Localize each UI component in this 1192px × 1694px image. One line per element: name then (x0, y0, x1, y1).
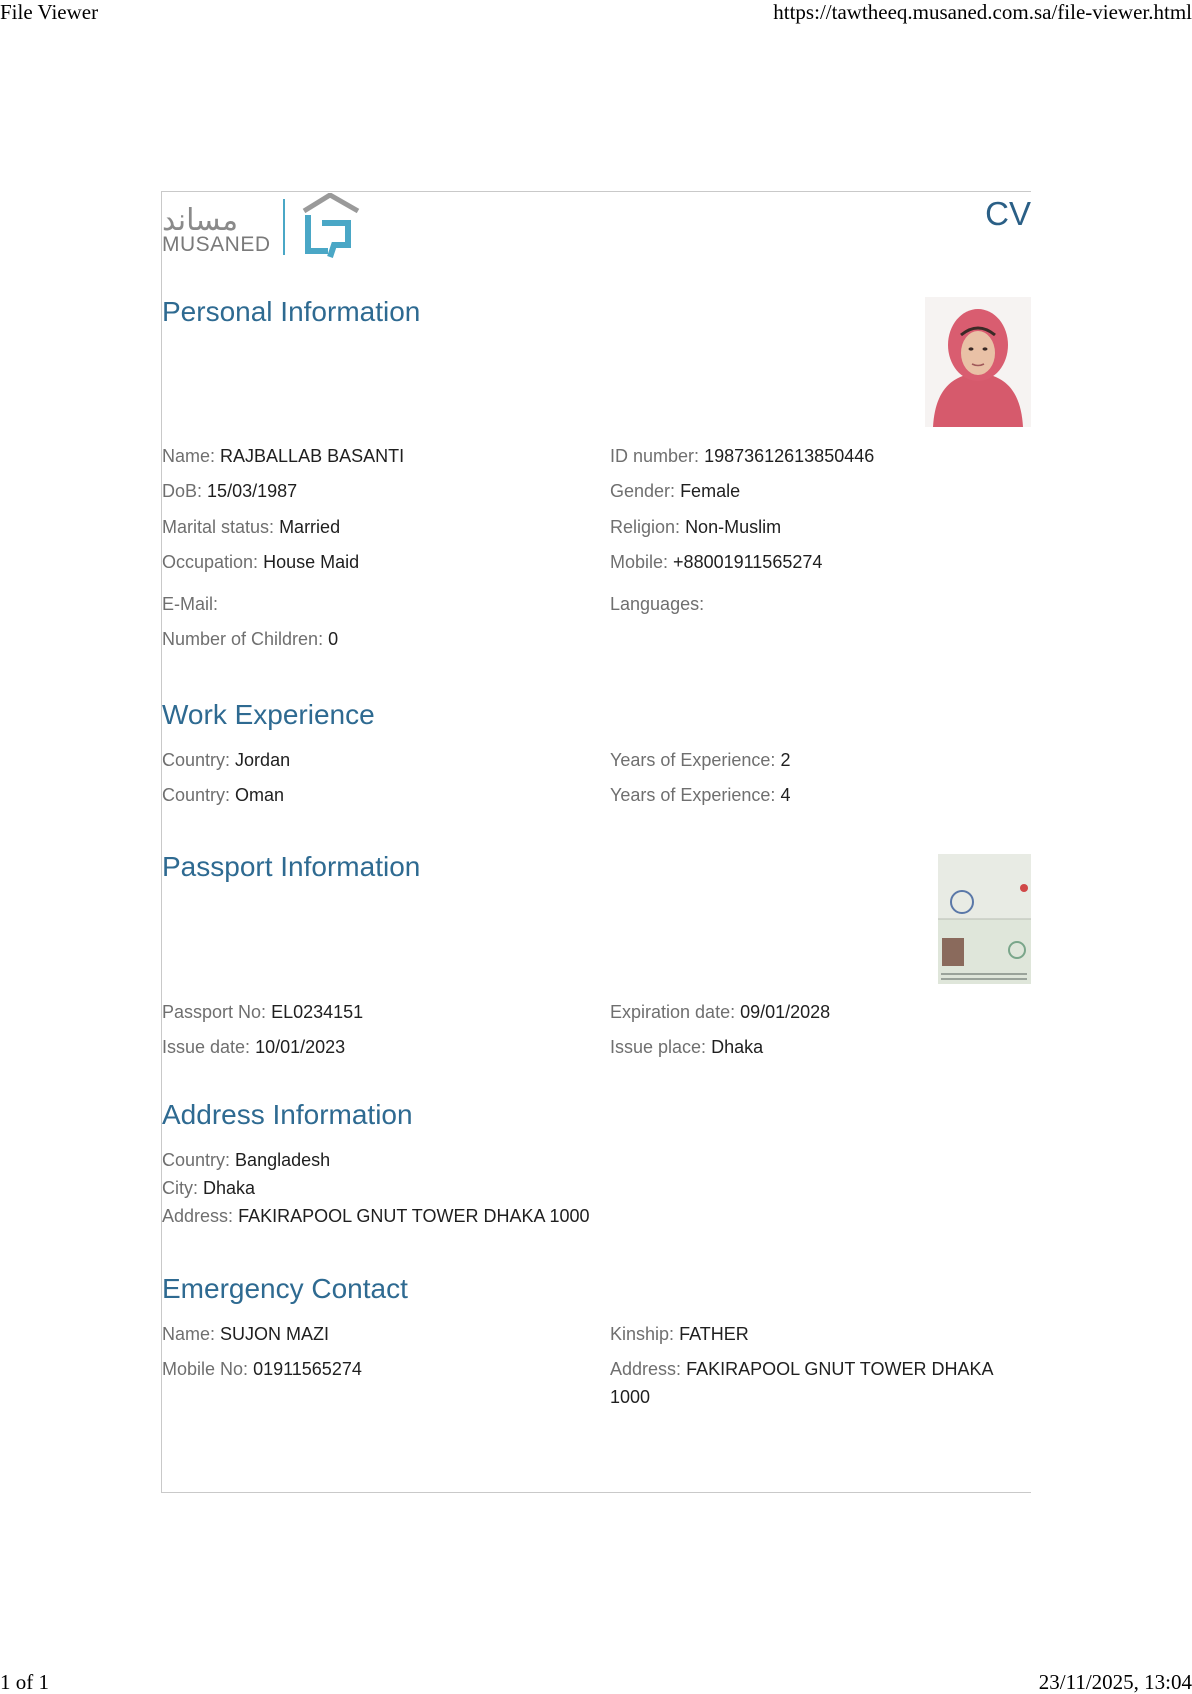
personal-email-field: E-Mail: (162, 594, 219, 614)
print-header-title: File Viewer (0, 0, 99, 24)
profile-photo (925, 297, 1031, 427)
passport-issue-date-field: Issue date: 10/01/2023 (162, 1037, 346, 1057)
address-country-field: Country: Bangladesh (162, 1150, 331, 1170)
personal-religion-field: Religion: Non-Muslim (610, 517, 782, 537)
personal-id-field: ID number: 19873612613850446 (610, 446, 875, 466)
personal-marital-field: Marital status: Married (162, 517, 341, 537)
personal-gender-field: Gender: Female (610, 481, 741, 501)
work-country-field: Country: Jordan (162, 750, 291, 770)
personal-name-field: Name: RAJBALLAB BASANTI (162, 446, 405, 466)
emergency-address-field: Address: FAKIRAPOOL GNUT TOWER DHAKA 1000 (610, 1359, 993, 1407)
personal-dob-field: DoB: 15/03/1987 (162, 481, 298, 501)
print-footer-page: 1 of 1 (0, 1670, 49, 1694)
work-country-field: Country: Oman (162, 785, 285, 805)
passport-scan-icon (938, 854, 1031, 984)
work-experience-heading: Work Experience (162, 699, 375, 730)
passport-issue-place-field: Issue place: Dhaka (610, 1037, 764, 1057)
emergency-mobile-field: Mobile No: 01911565274 (162, 1359, 362, 1379)
cv-document (161, 191, 1031, 1493)
address-street-field: Address: FAKIRAPOOL GNUT TOWER DHAKA 1000 (162, 1206, 590, 1226)
passport-number-field: Passport No: EL0234151 (162, 1002, 364, 1022)
personal-languages-field: Languages: (610, 594, 705, 614)
house-logo-icon (300, 193, 362, 259)
passport-expiry-field: Expiration date: 09/01/2028 (610, 1002, 831, 1022)
print-footer-datetime: 23/11/2025, 13:04 (1038, 1670, 1192, 1694)
passport-info-heading: Passport Information (162, 851, 421, 882)
person-photo-icon (925, 297, 1031, 427)
emergency-name-field: Name: SUJON MAZI (162, 1324, 330, 1344)
emergency-contact-heading: Emergency Contact (162, 1273, 408, 1304)
logo-divider (283, 199, 285, 255)
musaned-logo (162, 193, 362, 259)
personal-info-heading: Personal Information (162, 296, 421, 327)
logo-english-text: MUSANED (162, 233, 271, 256)
emergency-kinship-field: Kinship: FATHER (610, 1324, 749, 1344)
address-info-heading: Address Information (162, 1099, 413, 1130)
passport-scan-image (938, 854, 1031, 984)
print-header-url: https://tawtheeq.musaned.com.sa/file-viewer.html (773, 0, 1192, 24)
cv-title: CV (985, 195, 1031, 232)
logo-arabic-text: مساند (162, 203, 239, 238)
personal-children-field: Number of Children: 0 (162, 629, 339, 649)
work-years-field: Years of Experience: 4 (610, 785, 791, 805)
address-city-field: City: Dhaka (162, 1178, 256, 1198)
personal-mobile-field: Mobile: +88001911565274 (610, 552, 823, 572)
personal-occupation-field: Occupation: House Maid (162, 552, 360, 572)
work-years-field: Years of Experience: 2 (610, 750, 791, 770)
